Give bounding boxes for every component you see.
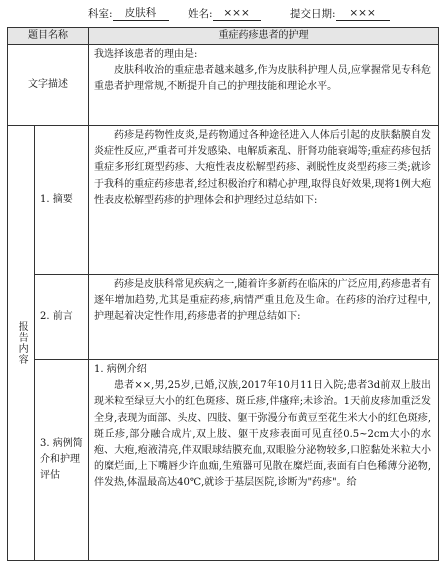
preface-row: [8, 275, 439, 360]
case-row: [8, 360, 439, 561]
case-text: 患者××,男,25岁,已婚,汉族,2017年10月11日入院;患者3d前双上肢出现米粒至绿豆大小的红色斑疹、斑丘疹,伴瘙痒;未诊治。1天前皮疹加重泛发全身,表现为面部、头皮、四肢、躯干弥漫分布黄豆至花生米大小的红色斑疹,斑丘疹,部分融合成片,双上肢、躯干皮疹表面可见直径0.5~2cm大小的水疱、大疱,疱液清亮,伴双眼球结膜充血,双眼脸分泌物较多,口腔黏处米粒大小的糜烂面,上下嘴唇少许血痂,生殖器可见散在糜烂面,表面有白色稀薄分泌物,伴发热,体温最高达40℃,就诊于基层医院,诊断为"药疹"。给: [94, 380, 431, 489]
department-field: [88, 6, 169, 21]
reason-paragraph: 皮肤科收治的重症患者越来越多,作为皮肤科护理人员,应掌握常见专科危重患者护理常规,不断提升自己的护理技能和理论水平。: [94, 65, 431, 93]
title-header: 重症药疹患者的护理: [89, 28, 439, 45]
abstract-cell: [89, 126, 439, 275]
topic-header: 题目名称: [8, 28, 89, 45]
name-field: [188, 6, 261, 21]
text-description-label: 文字描述: [8, 45, 89, 126]
abstract-row: [8, 126, 439, 275]
date-label: 提交日期:: [290, 8, 336, 20]
table-header-row: [8, 28, 439, 45]
name-value: ×××: [213, 7, 261, 21]
text-description-row: [8, 45, 439, 126]
department-label: 科室:: [88, 8, 113, 20]
report-header: [0, 0, 445, 26]
report-content-label-cell: [8, 126, 35, 561]
abstract-label: 1. 摘要: [35, 126, 89, 275]
preface-label: 2. 前言: [35, 275, 89, 360]
report-content-label: 报告内容: [16, 321, 28, 365]
case-cell: [89, 360, 439, 561]
abstract-text: 药疹是药物性皮炎,是药物通过各种途径进入人体后引起的皮肤黏膜自发炎症性反应,严重者可并发感染、电解质紊乱、肝肾功能衰竭等;重症药疹包括重症多形红斑型药疹、大疱性表皮松解型药疹、剥脱性皮炎型药疹三类;就诊于我科的重症药疹患者,经过积极治疗和精心护理,取得良好效果,现将1例大疱性表皮松解型药疹的护理体会和护理经过总结如下:: [94, 130, 431, 206]
preface-cell: [89, 275, 439, 360]
date-value: ×××: [336, 7, 390, 21]
report-table: [7, 27, 439, 561]
case-label: 3. 病例简介和护理评估: [35, 360, 89, 561]
department-value: 皮肤科: [113, 7, 169, 21]
case-heading: 1. 病例介绍: [94, 364, 147, 375]
name-label: 姓名:: [188, 8, 213, 20]
preface-text: 药疹是皮肤科常见疾病之一,随着许多新药在临床的广泛应用,药疹患者有逐年增加趋势,尤其是重症药疹,病情严重且危及生命。在药疹的治疗过程中,护理起着决定性作用,药疹患者的护理总结如下:: [94, 279, 431, 323]
date-field: [290, 6, 390, 21]
text-description-cell: [89, 45, 439, 126]
reason-intro: 我选择该患者的理由是:: [94, 49, 198, 60]
